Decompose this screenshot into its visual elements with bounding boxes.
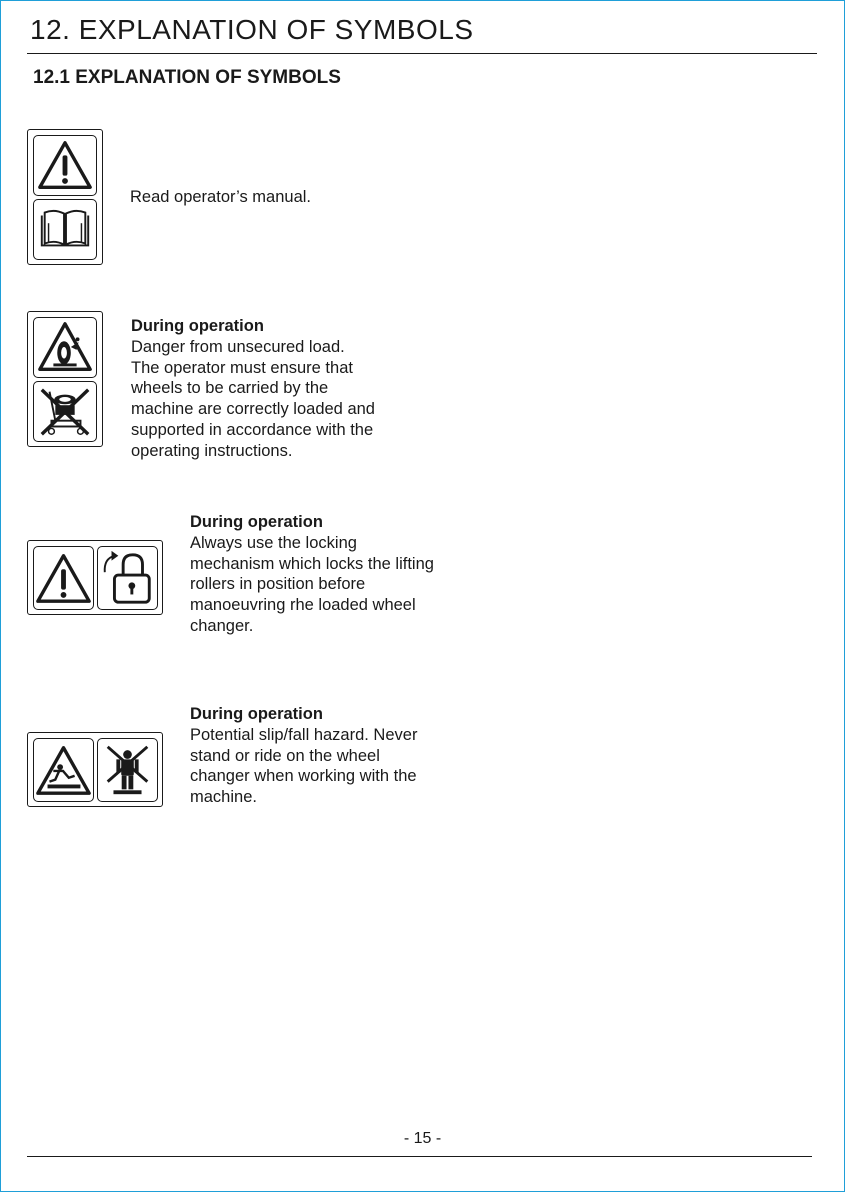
description-line: manoeuvring rhe loaded wheel bbox=[190, 596, 416, 615]
symbol-4-pictogram bbox=[27, 732, 163, 807]
footer-divider bbox=[27, 1156, 812, 1157]
description-line: wheels to be carried by the bbox=[131, 379, 329, 398]
warning-triangle-icon bbox=[33, 546, 94, 610]
description-line: mechanism which locks the lifting bbox=[190, 554, 434, 573]
description-line: operating instructions. bbox=[131, 441, 293, 460]
chapter-title: 12. EXPLANATION OF SYMBOLS bbox=[30, 14, 474, 45]
symbol-1-description bbox=[130, 187, 311, 208]
description-line: Read operator’s manual. bbox=[130, 188, 312, 206]
description-heading: During operation bbox=[190, 705, 323, 723]
slip-fall-warning-icon bbox=[33, 738, 94, 802]
description-line: machine. bbox=[190, 788, 257, 807]
symbol-3-description bbox=[190, 512, 434, 637]
description-line: changer. bbox=[190, 616, 254, 635]
description-heading: During operation bbox=[190, 513, 323, 531]
description-heading: During operation bbox=[131, 317, 264, 335]
locking-padlock-icon bbox=[97, 546, 158, 610]
description-line: The operator must ensure that bbox=[131, 358, 353, 377]
symbol-2-description bbox=[131, 316, 375, 462]
description-line: changer when working with the bbox=[190, 767, 417, 786]
symbol-4-description bbox=[190, 704, 417, 808]
symbol-2-pictogram bbox=[27, 311, 103, 447]
symbol-1-pictogram bbox=[27, 129, 103, 265]
description-line: rollers in position before bbox=[190, 575, 366, 594]
description-line: stand or ride on the wheel bbox=[190, 746, 380, 765]
description-line: machine are correctly loaded and bbox=[131, 400, 375, 419]
prohibited-cart-load-icon bbox=[33, 381, 97, 442]
open-book-icon bbox=[33, 199, 97, 260]
section-title: 12.1 EXPLANATION OF SYMBOLS bbox=[33, 67, 341, 88]
no-standing-icon bbox=[97, 738, 158, 802]
warning-triangle-icon bbox=[33, 135, 97, 196]
description-line: Always use the locking bbox=[190, 533, 357, 552]
description-line: Danger from unsecured load. bbox=[131, 337, 345, 356]
description-line: Potential slip/fall hazard. Never bbox=[190, 725, 418, 744]
symbol-3-pictogram bbox=[27, 540, 163, 615]
chapter-divider bbox=[27, 53, 817, 54]
page-number: - 15 - bbox=[403, 1130, 442, 1147]
unsecured-load-warning-icon bbox=[33, 317, 97, 378]
description-line: supported in accordance with the bbox=[131, 420, 374, 439]
